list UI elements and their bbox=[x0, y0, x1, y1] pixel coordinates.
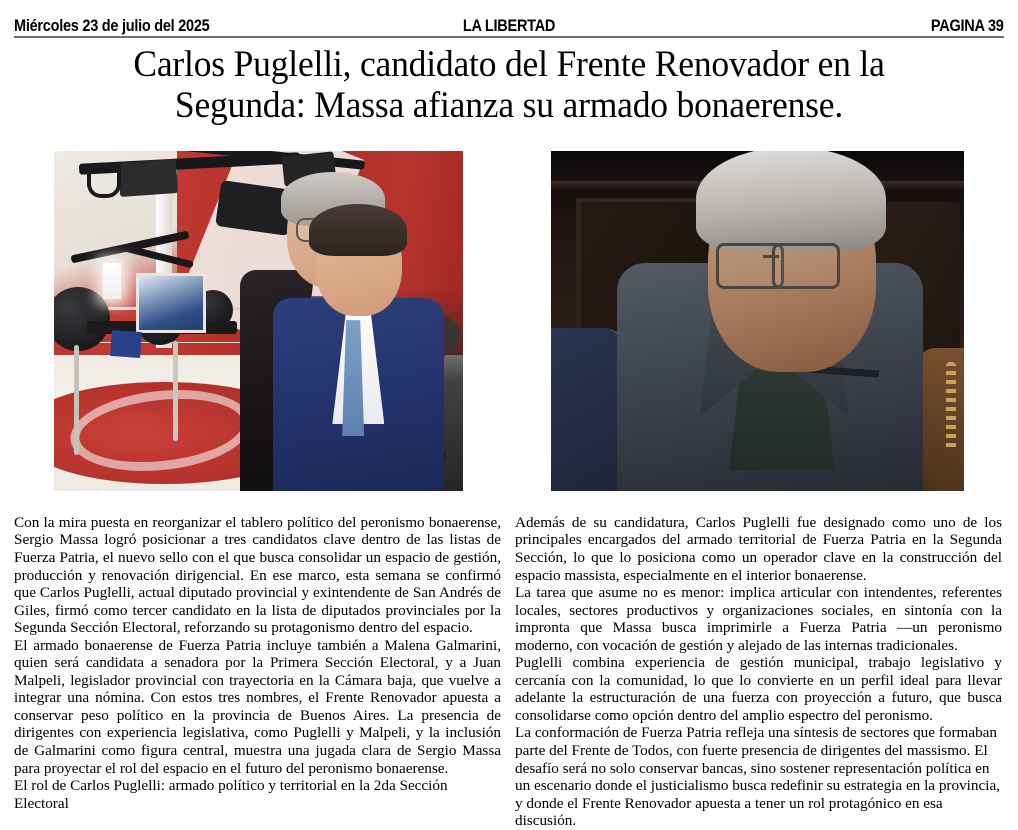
paragraph: La conformación de Fuerza Patria refleja una síntesis de sectores que formaban parte del Frente de Todos, con fuerte presencia de dirigentes del massismo. El desafío será no solo conservar bancas, sino sostener representación política en un escenario donde el justicialismo busca redefinir su estrategia en la provincia, y donde el Frente Renovador apuesta a tener un rol protagónico en esa discusión. bbox=[515, 724, 1000, 830]
camera-stand bbox=[173, 341, 178, 441]
studio-blue-prop bbox=[110, 330, 142, 358]
chair-studs bbox=[946, 362, 956, 450]
studio-light-fixture bbox=[118, 159, 178, 197]
glasses-icon bbox=[772, 243, 840, 289]
portrait-gray-hair bbox=[696, 151, 886, 252]
paragraph: Con la mira puesta en reorganizar el tablero político del peronismo bonaerense, Sergio Massa logró posicionar a tres candidatos clave dentro de las listas de Fuerza Patria, el nuevo sello con el que busca consolidar un espacio de gestión, producción y renovación dirigencial. En ese marco, esta semana se confirmó que Carlos Puglelli, actual diputado provincial y exintendente de San Andrés de Giles, firmó como tercer candidato en la lista de diputados provinciales por la Segunda Sección Electoral, reforzando su protagonismo dentro del espacio. bbox=[14, 513, 501, 637]
article-column-left bbox=[14, 514, 501, 830]
masthead-date: Miércoles 23 de julio del 2025 bbox=[14, 16, 210, 35]
photo-puglelli-portrait bbox=[551, 151, 964, 491]
masthead-publication-title: LA LIBERTAD bbox=[462, 16, 556, 35]
camera-stand bbox=[74, 345, 79, 455]
rig-hook-icon bbox=[87, 164, 121, 198]
paragraph: Puglelli combina experiencia de gestión municipal, trabajo legislativo y cercanía con la comunidad, lo que lo convierte en un perfil ideal para llevar adelante la estructuración de una fuerza con proyección a futuro, que busca consolidarse como opción dentro del amplio espectro del peronismo. bbox=[515, 654, 1002, 724]
paragraph: Además de su candidatura, Carlos Puglelli fue designado como uno de los principales encargados del armado territorial de Fuerza Patria en la Segunda Sección, lo que lo posiciona como un operador clave en la construcción del espacio massista, especialmente en el interior bonaerense. bbox=[515, 513, 1002, 584]
masthead-page-number: PAGINA 39 bbox=[931, 16, 1004, 35]
person-massa bbox=[283, 212, 447, 491]
studio-lamp bbox=[103, 263, 121, 299]
article-headline: Carlos Puglelli, candidato del Frente Renovador en la Segunda: Massa afianza su armado bonaerense. bbox=[133, 44, 885, 127]
studio-monitor bbox=[136, 273, 206, 333]
masthead bbox=[14, 0, 1004, 38]
article-column-right bbox=[515, 514, 1002, 830]
photo-row bbox=[14, 135, 1004, 507]
paragraph: El rol de Carlos Puglelli: armado político y territorial en la 2da Sección Electoral bbox=[14, 777, 448, 812]
paragraph: El armado bonaerense de Fuerza Patria incluye también a Malena Galmarini, quien será candidata a senadora por la Primera Sección Electoral, y a Juan Malpeli, legislador provincial con trayectoria en la Cámara baja, que vuelve a integrar una nómina. Con estos tres nombres, el Frente Renovador apuesta a conservar peso político en la provincia de Buenos Aires. La presencia de dirigentes con experiencia legislativa, como Puglelli y Malpeli, y la inclusión de Galmarini como figura central, muestra una jugada clara de Sergio Massa para proyectar el rol del espacio en el futuro del peronismo bonaerense. bbox=[14, 636, 501, 777]
glasses-bridge-icon bbox=[763, 255, 779, 258]
photo-puglelli-massa bbox=[54, 151, 463, 491]
paragraph: La tarea que asume no es menor: implica articular con intendentes, referentes locales, sectores productivos y organizaciones sociales, en sintonía con la impronta que Massa busca imprimirle a Fuerza Patria —un peronismo moderno, con vocación de gestión y alejado de las internas tradicionales. bbox=[515, 584, 1002, 654]
article-body bbox=[14, 514, 1004, 830]
massa-hair bbox=[309, 204, 407, 256]
